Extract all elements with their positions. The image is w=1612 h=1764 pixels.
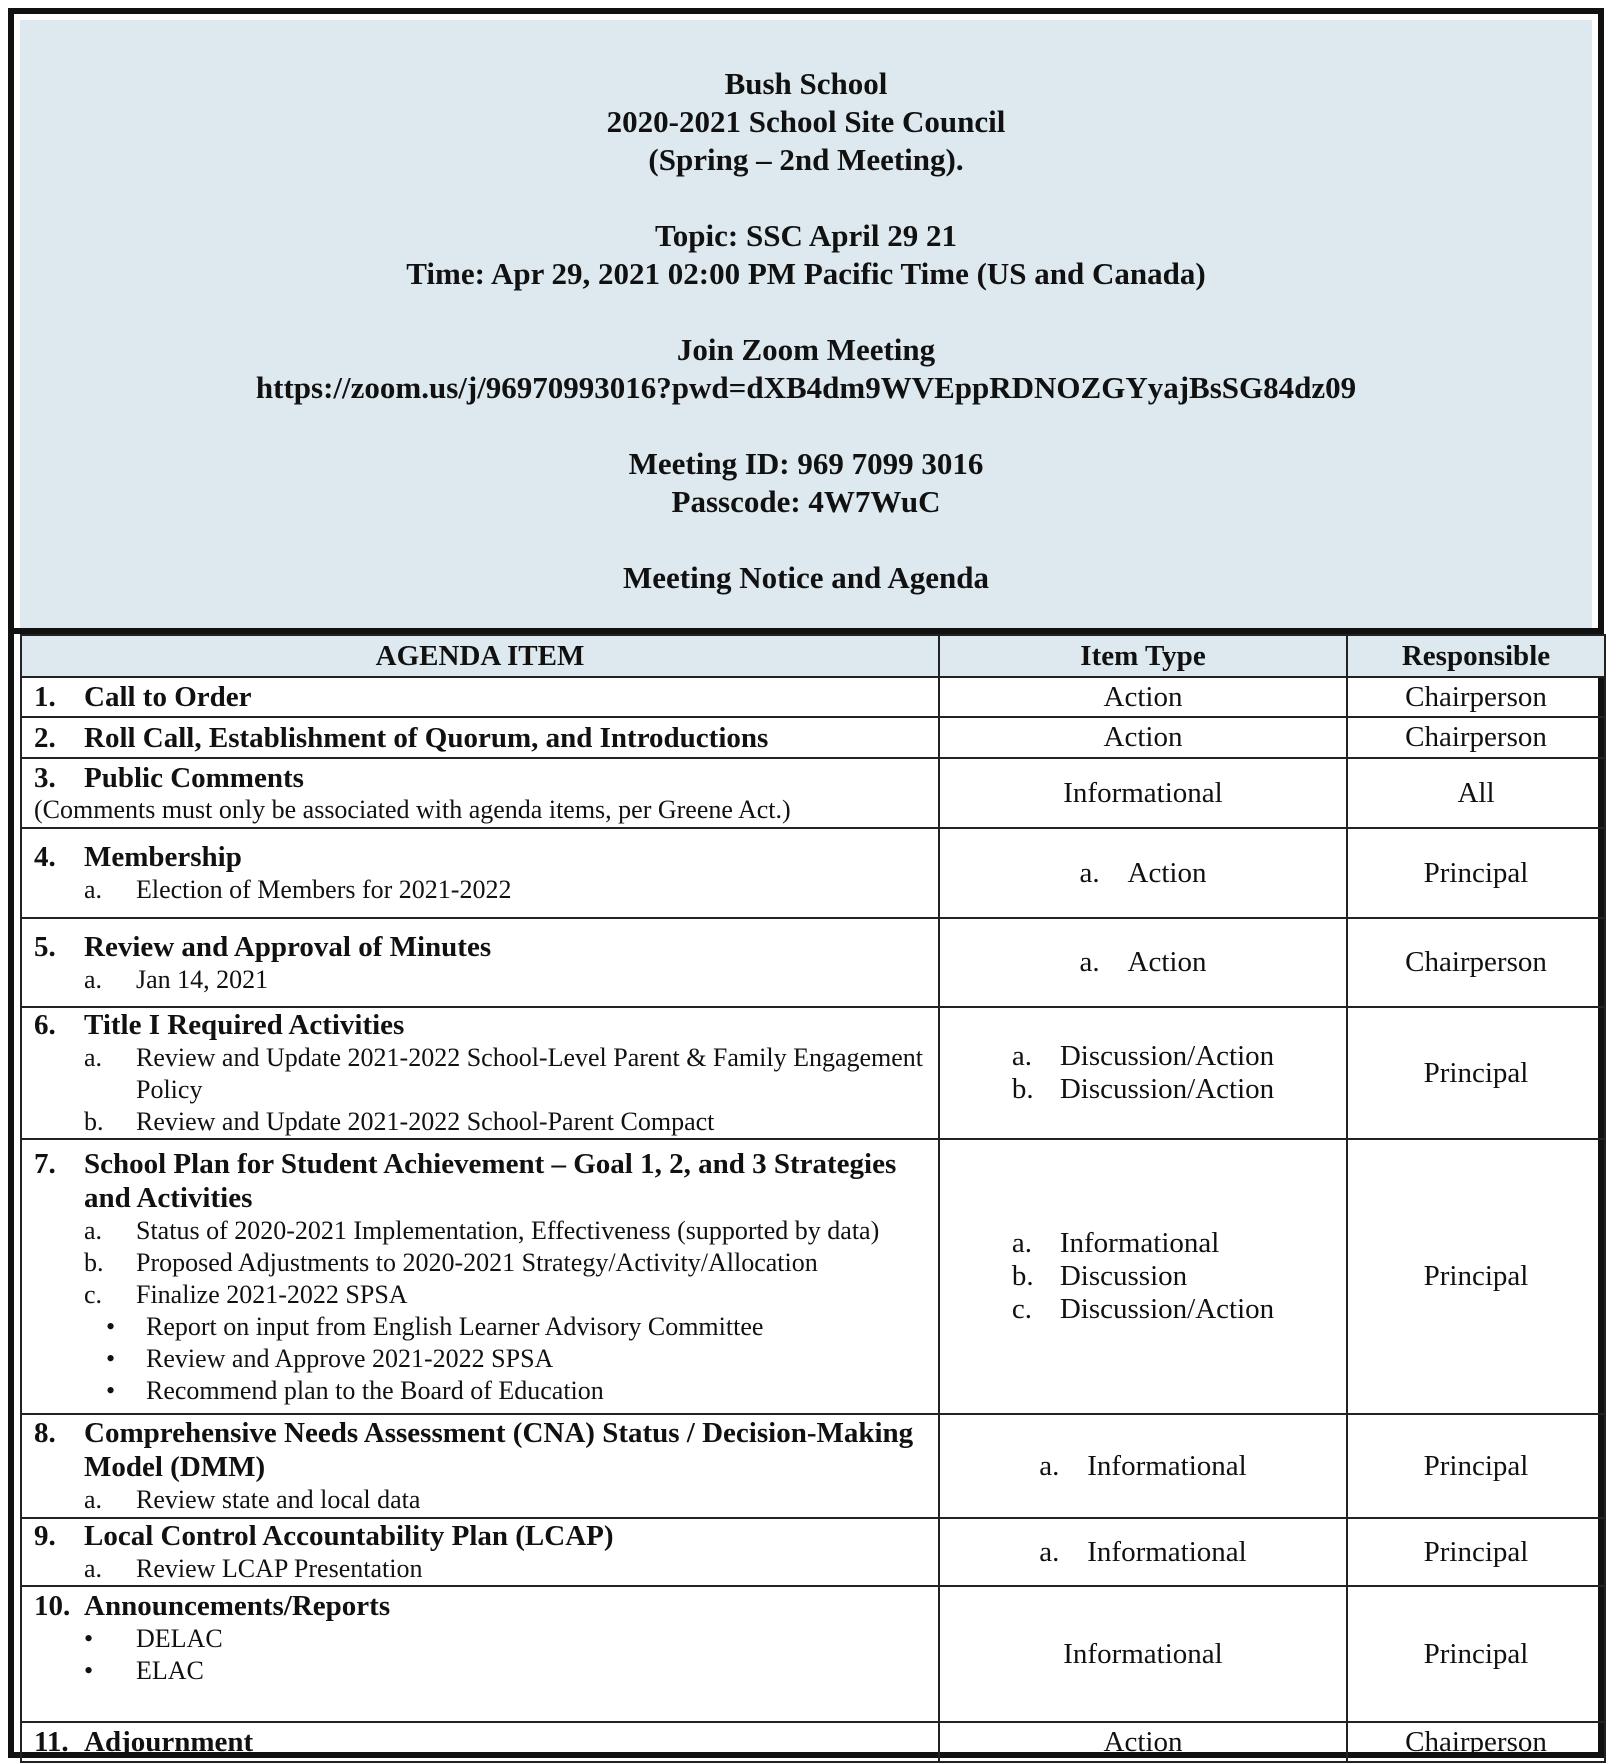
item-number: 9. [34,1520,56,1552]
table-row [21,1586,1605,1722]
bullet-item: • Recommend plan to the Board of Education [34,1375,926,1407]
table-row [21,1722,1605,1762]
item-number: 6. [34,1009,56,1041]
sub-item: a. Election of Members for 2021-2022 [84,875,512,904]
meeting-id: Meeting ID: 969 7099 3016 [628,446,984,481]
agenda-document [8,8,1604,1758]
sub-item: a. Review LCAP Presentation [84,1554,423,1583]
item-responsible: Principal [1347,828,1605,918]
item-responsible: Chairperson [1347,717,1605,758]
item-type: a. Informational [1039,1535,1247,1568]
sub-item: b. Review and Update 2021-2022 School-Parent Compact [84,1107,715,1136]
item-number: 3. [34,762,56,794]
item-number: 7. [34,1147,56,1180]
item-responsible: Chairperson [1347,918,1605,1007]
item-type: Action [939,1722,1347,1762]
item-title: Public Comments [84,762,304,794]
council-title: 2020-2021 School Site Council [606,104,1006,139]
join-zoom-label: Join Zoom Meeting [676,332,936,367]
sub-item: a. Status of 2020-2021 Implementation, Effectiveness (supported by data) [84,1215,880,1245]
passcode: Passcode: 4W7WuC [671,484,941,519]
item-responsible: Principal [1347,1007,1605,1139]
item-responsible: Chairperson [1347,677,1605,717]
item-type: Informational [939,1586,1347,1722]
item-type: a. Informational [1039,1449,1247,1482]
table-row [21,1518,1605,1586]
sub-item: a. Review and Update 2021-2022 School-Level Parent & Family Engagement Policy [84,1043,924,1104]
item-responsible: Principal [1347,1414,1605,1518]
item-number: 10. [34,1590,71,1622]
bullet-item: • Review and Approve 2021-2022 SPSA [34,1343,926,1375]
agenda-table [20,634,1606,1763]
bullet-item: • DELAC [34,1623,926,1655]
table-row [21,677,1605,717]
table-row [21,1139,1605,1414]
item-title: Title I Required Activities [84,1009,405,1041]
sub-item: a. Jan 14, 2021 [84,964,269,994]
notice-title: Meeting Notice and Agenda [623,560,989,595]
sub-item: b. Proposed Adjustments to 2020-2021 Strategy/Activity/Allocation [84,1247,818,1277]
item-title: School Plan for Student Achievement – Goal 1, 2, and 3 Strategies and Activities [84,1147,897,1214]
item-responsible: Principal [1347,1139,1605,1414]
col-item-type: Item Type [939,635,1347,677]
item-number: 1. [34,681,56,713]
meeting-topic: Topic: SSC April 29 21 [654,218,958,253]
meeting-time: Time: Apr 29, 2021 02:00 PM Pacific Time (US and Canada) [406,256,1206,291]
col-responsible: Responsible [1347,635,1605,677]
bullet-item: • Report on input from English Learner Advisory Committee [34,1311,926,1343]
item-responsible: Principal [1347,1586,1605,1722]
item-title: Local Control Accountability Plan (LCAP) [84,1520,614,1552]
item-title: Review and Approval of Minutes [84,930,492,963]
item-type: a. Discussion/Action b. Discussion/Action [1011,1040,1275,1105]
item-type: Action [939,677,1347,717]
table-row [21,1414,1605,1518]
item-number: 8. [34,1417,56,1449]
item-title: Announcements/Reports [84,1590,391,1622]
item-title: Membership [84,841,242,873]
table-row [21,828,1605,918]
school-name: Bush School [724,66,888,101]
table-row [21,918,1605,1007]
col-agenda-item: AGENDA ITEM [21,635,939,677]
item-title: Comprehensive Needs Assessment (CNA) Status / Decision-Making Model (DMM) [84,1417,914,1483]
item-type: a. Action [1079,946,1207,978]
item-number: 5. [34,930,56,963]
sub-item: a. Review state and local data [84,1485,421,1514]
meeting-header [20,20,1592,628]
item-type: Informational [939,758,1347,828]
item-type: a. Informational b. Discussion c. Discussion/Action [1011,1227,1275,1325]
table-header-row [21,635,1605,677]
item-type: a. Action [1079,856,1207,889]
sub-item: c. Finalize 2021-2022 SPSA [84,1279,408,1309]
item-responsible: Principal [1347,1518,1605,1586]
meeting-session: (Spring – 2nd Meeting). [648,142,964,177]
bullet-item: • ELAC [34,1655,926,1687]
table-row [21,717,1605,758]
table-row [21,758,1605,828]
item-type: Action [939,717,1347,758]
zoom-link[interactable]: https://zoom.us/j/96970993016?pwd=dXB4dm9WVEppRDNOZGYyajBsSG84dz09 [255,370,1357,405]
item-responsible: All [1347,758,1605,828]
item-number: 2. [34,721,56,754]
item-responsible: Chairperson [1347,1722,1605,1762]
table-row [21,1007,1605,1139]
item-title: Call to Order [84,681,252,713]
item-note: (Comments must only be associated with agenda items, per Greene Act.) [34,795,791,824]
item-title: Roll Call, Establishment of Quorum, and Introductions [84,721,769,754]
item-number: 4. [34,841,56,873]
item-number: 11. [34,1726,69,1758]
item-title: Adjournment [84,1726,254,1758]
